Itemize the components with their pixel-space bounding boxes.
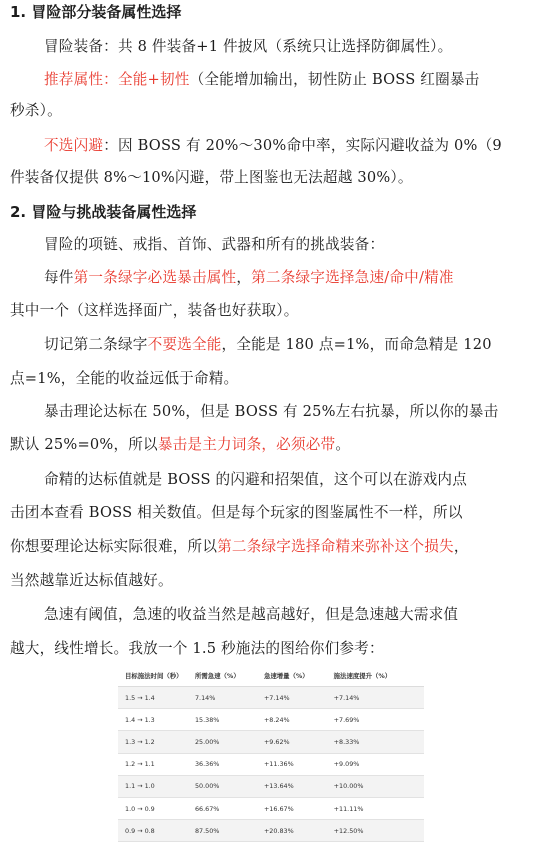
s2-p2-text-a: 每件 <box>44 269 74 286</box>
crit-main-stat-highlight: 暴击是主力词条，必须必带 <box>157 436 336 453</box>
table-cell: 1.0 → 0.9 <box>118 797 188 819</box>
table-cell: 15.38% <box>188 709 257 731</box>
table-cell: 1.2 → 1.1 <box>118 753 188 775</box>
no-dodge-text: ：因 BOSS 有 20%～30%命中率，实际闪避收益为 0%（9 <box>103 137 502 154</box>
s2-paragraph-haste-cont: 越大，线性增长。我放一个 1.5 秒施法的图给你们参考： <box>10 640 384 657</box>
s2-p4-text-a: 默认 25%=0%，所以 <box>10 436 158 453</box>
section-2-heading: 2. 冒险与挑战装备属性选择 <box>10 203 197 221</box>
s2-paragraph-accuracy-cont2 <box>10 537 469 557</box>
table-cell: +9.09% <box>327 753 424 775</box>
s1-paragraph-recommended <box>44 70 479 90</box>
s2-paragraph-crit-cont: 其中一个（这样选择面广，装备也好获取）。 <box>10 302 299 319</box>
table-row <box>118 687 424 709</box>
table-row <box>118 820 424 842</box>
s2-paragraph-crit-target: 暴击理论达标在 50%，但是 BOSS 有 25%左右抗暴，所以你的暴击 <box>44 403 499 420</box>
table-row <box>118 797 424 819</box>
first-green-stat-highlight: 第一条绿字必选暴击属性 <box>73 269 237 286</box>
no-dodge-highlight: 不选闪避 <box>44 137 104 154</box>
table-cell: +20.83% <box>257 820 327 842</box>
table-cell: 1.5 → 1.4 <box>118 687 188 709</box>
s2-paragraph-crit <box>44 268 454 288</box>
s2-paragraph-crit-target-cont <box>10 435 350 455</box>
table-cell: +9.62% <box>257 731 327 753</box>
table-cell: +13.64% <box>257 775 327 797</box>
s1-paragraph-dodge-cont: 件装备仅提供 8%～10%闪避，带上图鉴也无法超越 30%）。 <box>10 169 413 186</box>
recommended-attributes-text: （全能增加输出，韧性防止 BOSS 红圈暴击 <box>189 71 480 88</box>
table-header-haste-increment: 急速增量（%） <box>257 664 327 687</box>
s2-p3-text-a: 切记第二条绿字 <box>44 336 148 353</box>
table-row <box>118 775 424 797</box>
table-header-cast-speed-gain: 施法速度提升（%） <box>327 664 424 687</box>
table-row <box>118 753 424 775</box>
s2-p5-text-b: ， <box>453 538 469 555</box>
s2-p4-text-b: 。 <box>335 436 351 453</box>
haste-table <box>118 664 424 842</box>
table-cell: 1.3 → 1.2 <box>118 731 188 753</box>
s2-paragraph-accuracy-cont3: 当然越靠近达标值越好。 <box>10 572 173 589</box>
s2-paragraph-intro: 冒险的项链、戒指、首饰、武器和所有的挑战装备： <box>44 236 385 253</box>
table-cell: 66.67% <box>188 797 257 819</box>
table-cell: +8.33% <box>327 731 424 753</box>
table-cell: +8.24% <box>257 709 327 731</box>
s2-paragraph-accuracy-cont: 击团本查看 BOSS 相关数值。但是每个玩家的图鉴属性不一样，所以 <box>10 504 463 521</box>
s2-p2-text-b: ， <box>236 269 252 286</box>
s2-paragraph-accuracy: 命精的达标值就是 BOSS 的闪避和招架值，这个可以在游戏内点 <box>44 471 468 488</box>
table-cell: +7.14% <box>327 687 424 709</box>
s1-paragraph-equipment: 冒险装备：共 8 件装备+1 件披风（系统只让选择防御属性）。 <box>44 38 453 55</box>
table-cell: 36.36% <box>188 753 257 775</box>
no-versatility-highlight: 不要选全能 <box>147 336 222 353</box>
s2-paragraph-haste: 急速有阈值，急速的收益当然是越高越好，但是急速越大需求值 <box>44 606 459 623</box>
s2-paragraph-versatility <box>44 335 492 355</box>
s1-paragraph-dodge <box>44 136 502 156</box>
table-cell: 1.1 → 1.0 <box>118 775 188 797</box>
table-cell: +7.69% <box>327 709 424 731</box>
table-cell: 7.14% <box>188 687 257 709</box>
s2-p3-text-b: ，全能是 180 点=1%，而命急精是 120 <box>221 336 492 353</box>
s2-p5-text-a: 你想要理论达标实际很难，所以 <box>10 538 218 555</box>
table-row <box>118 709 424 731</box>
table-cell: 0.9 → 0.8 <box>118 820 188 842</box>
table-cell: +16.67% <box>257 797 327 819</box>
table-header-cast-time: 目标施法时间（秒） <box>118 664 188 687</box>
recommended-attributes-highlight: 推荐属性：全能+韧性 <box>44 71 190 88</box>
table-header-row <box>118 664 424 687</box>
table-row <box>118 731 424 753</box>
s1-paragraph-recommended-cont: 秒杀）。 <box>10 102 62 119</box>
table-cell: 87.50% <box>188 820 257 842</box>
second-green-stat-highlight: 第二条绿字选择急速/命中/精准 <box>251 269 454 286</box>
s2-paragraph-versatility-cont: 点=1%，全能的收益远低于命精。 <box>10 370 239 387</box>
section-1-heading: 1. 冒险部分装备属性选择 <box>10 3 182 21</box>
table-header-required-haste: 所需急速（%） <box>188 664 257 687</box>
table-cell: 50.00% <box>188 775 257 797</box>
table-cell: 25.00% <box>188 731 257 753</box>
second-stat-accuracy-highlight: 第二条绿字选择命精来弥补这个损失 <box>217 538 454 555</box>
table-cell: +12.50% <box>327 820 424 842</box>
table-cell: +11.11% <box>327 797 424 819</box>
table-cell: 1.4 → 1.3 <box>118 709 188 731</box>
table-cell: +10.00% <box>327 775 424 797</box>
table-cell: +7.14% <box>257 687 327 709</box>
table-cell: +11.36% <box>257 753 327 775</box>
